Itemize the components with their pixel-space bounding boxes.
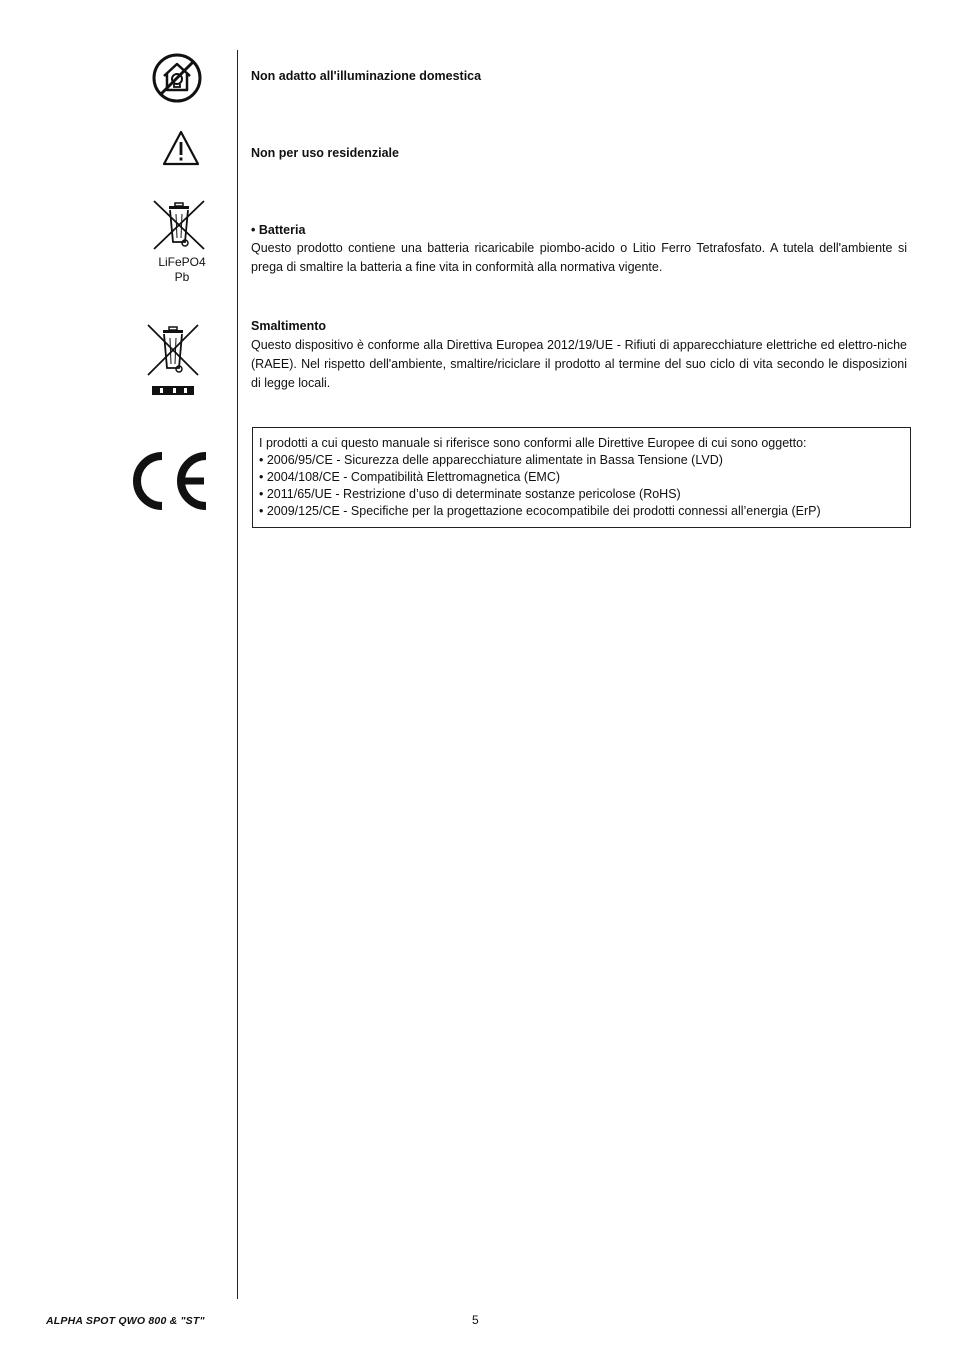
battery-text: Questo prodotto contiene una batteria ricaricabile piombo-acido o Litio Ferro Tetrafosfato. A tutela dell'ambiente si prega di smaltire la batteria a fine vita in conformità alla normativa vigente.: [251, 241, 907, 274]
domestic-heading: Non adatto all'illuminazione domestica: [251, 69, 482, 83]
residential-heading: Non per uso residenziale: [251, 146, 399, 160]
battery-label-pb: Pb: [174, 270, 190, 284]
no-domestic-lighting-icon: [151, 52, 203, 104]
ce-intro: I prodotti a cui questo manuale si riferisce sono conformi alle Direttive Europee di cui sono oggetto:: [259, 436, 807, 450]
crossed-bin-weee-icon: [146, 323, 200, 399]
ce-conformity-box: [252, 427, 911, 528]
battery-label-lifepo4: LiFePO4: [158, 255, 206, 269]
ce-item: • 2009/125/CE - Specifiche per la progettazione ecocompatibile dei prodotti connessi all’energia (ErP): [259, 504, 821, 518]
ce-item: • 2006/95/CE - Sicurezza delle apparecchiature alimentate in Bassa Tensione (LVD): [259, 453, 723, 467]
disposal-text: Questo dispositivo è conforme alla Direttiva Europea 2012/19/UE - Rifiuti di apparecchiature elettriche ed elettro-niche (RAEE). Nel rispetto dell'ambiente, smaltire/riciclare il prodotto al termine del suo ciclo di vita secondo le disposizioni di legge locali.: [251, 338, 907, 390]
battery-heading: • Batteria: [251, 223, 306, 237]
footer-product-name: ALPHA SPOT QWO 800 & "ST": [46, 1315, 205, 1327]
crossed-bin-battery-icon: [152, 199, 206, 251]
warning-triangle-icon: [162, 129, 200, 167]
column-divider: [237, 50, 238, 1299]
disposal-heading: Smaltimento: [251, 319, 327, 333]
ce-item: • 2011/65/UE - Restrizione d’uso di determinate sostanze pericolose (RoHS): [259, 487, 681, 501]
ce-item: • 2004/108/CE - Compatibilità Elettromagnetica (EMC): [259, 470, 561, 484]
ce-mark-icon: [128, 451, 210, 511]
page-number: 5: [472, 1313, 479, 1327]
